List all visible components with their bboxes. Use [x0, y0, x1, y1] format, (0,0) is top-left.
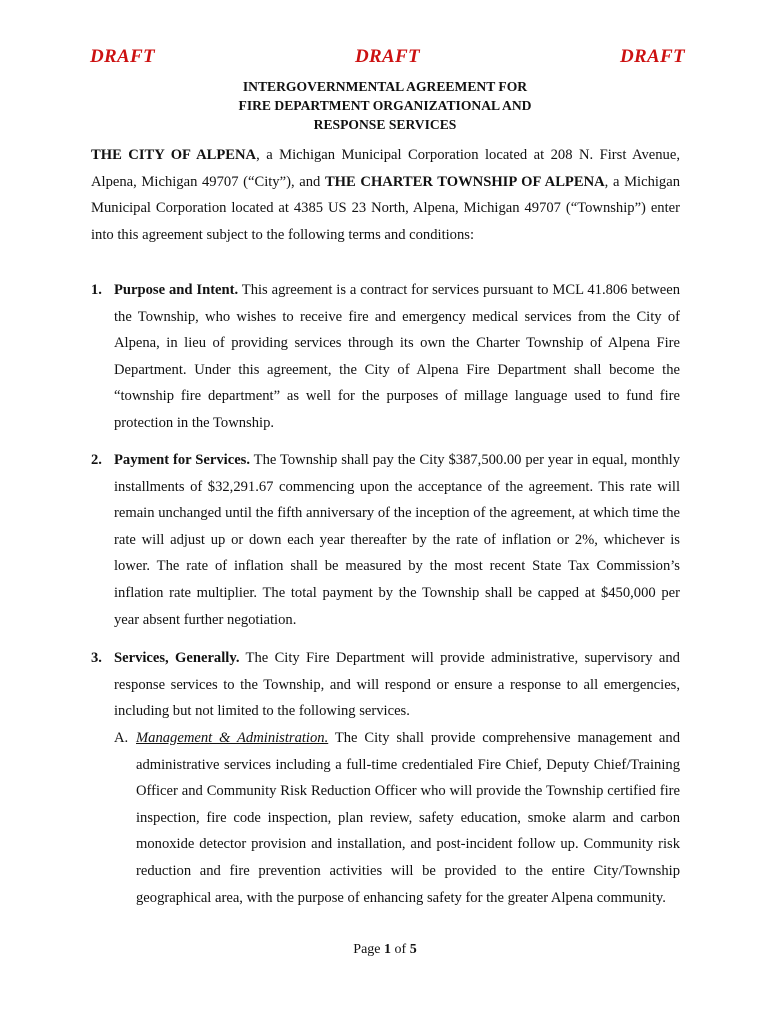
subsection-letter: A. [114, 730, 129, 746]
intro-paragraph [91, 142, 680, 248]
page-of: of [391, 942, 410, 957]
party-township: THE CHARTER TOWNSHIP OF ALPENA [324, 173, 605, 190]
subsection-heading: Management & Administration. [136, 730, 329, 746]
section-2 [91, 447, 680, 633]
subsection-a [114, 725, 680, 911]
page-current: 1 [384, 942, 392, 957]
page-footer [0, 942, 770, 958]
draft-watermark-right: DRAFT [620, 46, 685, 67]
page-total: 5 [409, 942, 417, 957]
intro-text-1: , a Michigan Municipal Corporation located at 208 N. First Avenue, Alpena, Michigan 49707 (“City”), and [91, 147, 680, 190]
document-title [0, 77, 770, 134]
section-text: The Township shall pay the City $387,500.00 per year in equal, monthly installments of $32,291.67 commencing upon the acceptance of the agreement. This rate will remain unchanged until the fifth anniversary of the inception of the agreement, at which time the rate will adjust up or down each year thereafter by the rate of inflation or 2%, whichever is lower. The rate of inflation shall be measured by the most recent State Tax Commission’s inflation rate multiplier. The total payment by the Township shall be capped at $450,000 per year absent further negotiation. [114, 452, 680, 628]
section-3 [91, 645, 680, 725]
draft-watermark-left: DRAFT [90, 46, 155, 67]
section-1 [91, 277, 680, 437]
intro-text-2: , a Michigan Municipal Corporation located at 4385 US 23 North, Alpena, Michigan 49707 (“Township”) enter into this agreement subject to the following terms and conditions: [91, 173, 681, 243]
subsection-text: The City shall provide comprehensive management and administrative services including a full-time credentialed Fire Chief, Deputy Chief/Training Officer and Community Risk Reduction Officer who will provide the Township certified fire inspection, fire code inspection, plan review, safety education, smoke alarm and carbon monoxide detector provision and installation, and post-incident follow up. Community risk reduction and fire prevention activities will be provided to the entire City/Township geographical area, with the purpose of enhancing safety for the greater Alpena community. [136, 730, 680, 906]
section-text: The City Fire Department will provide administrative, supervisory and response services to the Township, and will respond or ensure a response to all emergencies, including but not limited to the following services. [114, 650, 680, 720]
section-heading: Services, Generally. [114, 650, 240, 666]
section-number: 3. [91, 650, 102, 666]
section-number: 2. [91, 452, 102, 468]
party-city: THE CITY OF ALPENA [91, 147, 257, 163]
title-line-1: INTERGOVERNMENTAL AGREEMENT FOR [242, 79, 528, 94]
section-number: 1. [91, 282, 102, 298]
title-line-3: RESPONSE SERVICES [313, 117, 457, 132]
section-text: This agreement is a contract for services pursuant to MCL 41.806 between the Township, who wishes to receive fire and emergency medical services from the City of Alpena, in lieu of providing services through its own the Charter Township of Alpena Fire Department. Under this agreement, the City of Alpena Fire Department shall become the “township fire department” as well for the purposes of millage language used to fund fire protection in the Township. [114, 282, 680, 431]
title-line-2: FIRE DEPARTMENT ORGANIZATIONAL AND [238, 98, 532, 113]
page-word: Page [353, 942, 385, 957]
section-heading: Payment for Services. [114, 452, 251, 468]
section-heading: Purpose and Intent. [114, 282, 239, 298]
draft-watermark-center: DRAFT [355, 46, 420, 67]
